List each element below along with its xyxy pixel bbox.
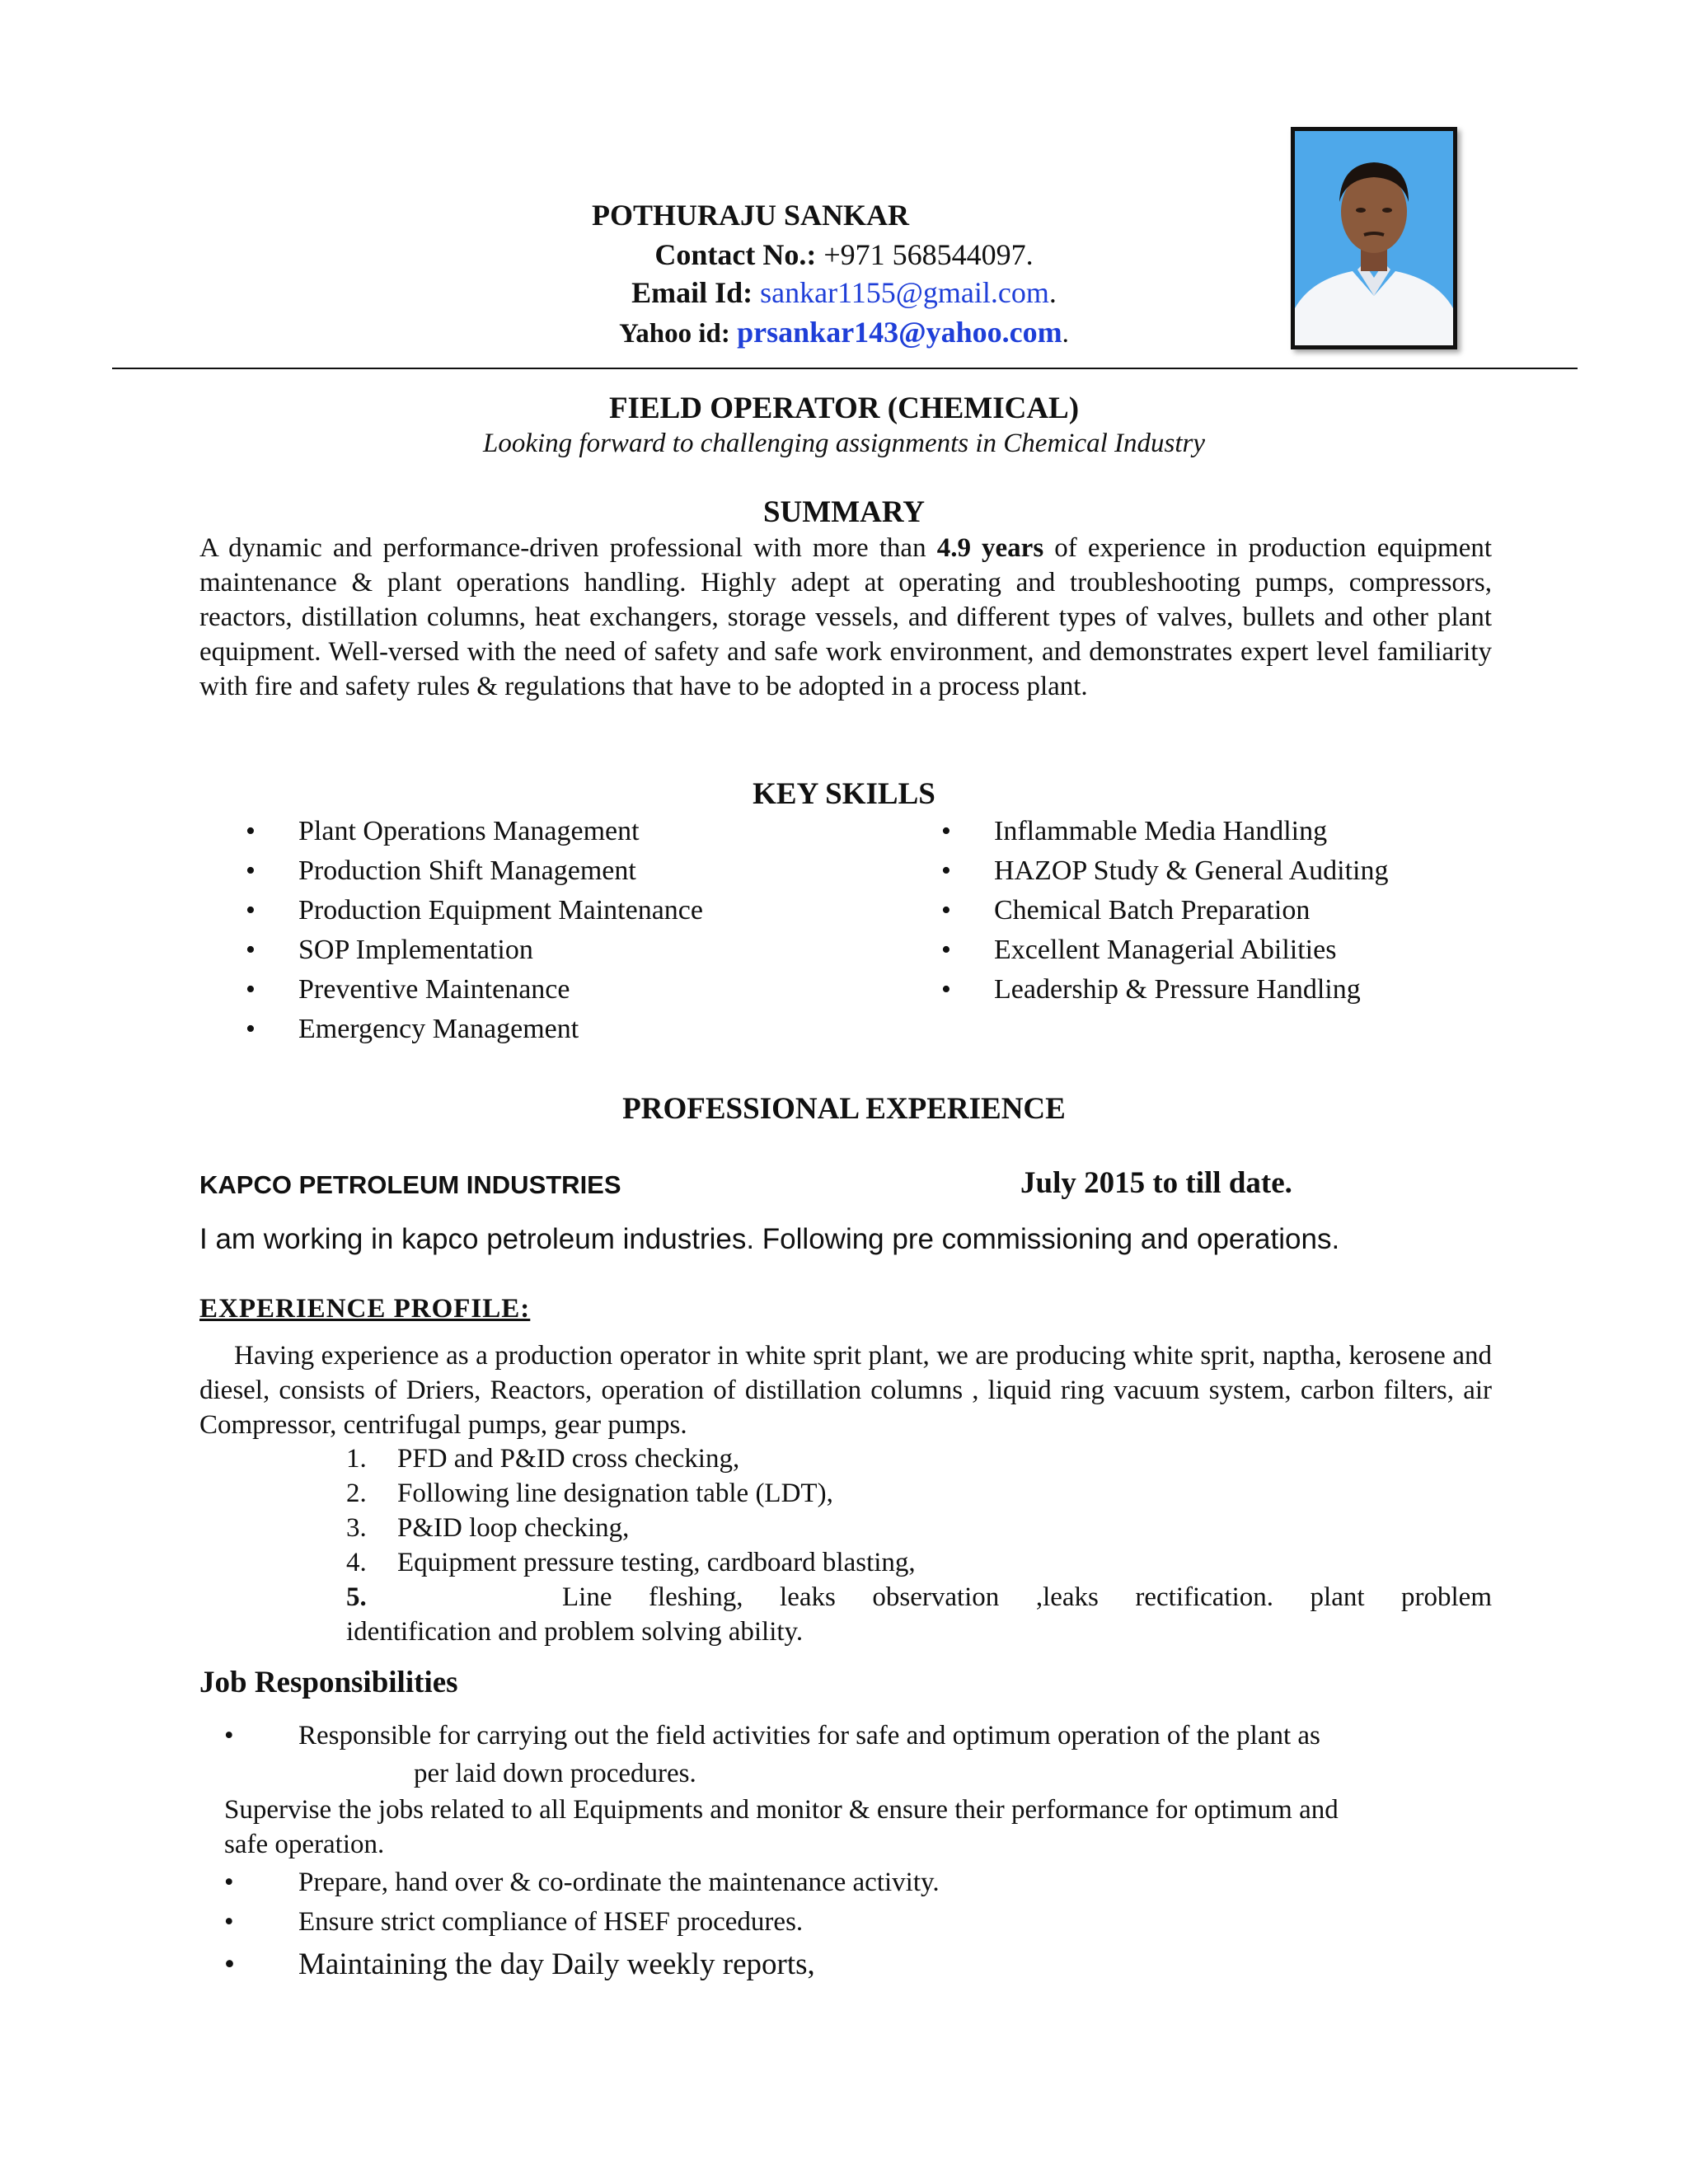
bullet-icon: • — [941, 974, 951, 1005]
bullet-icon: • — [224, 1721, 234, 1750]
contact-label: Contact No.: — [654, 238, 817, 271]
skills-heading: KEY SKILLS — [753, 777, 935, 811]
supervise-line-1: Supervise the jobs related to all Equipments and monitor & ensure their performance for optimum and — [224, 1795, 1339, 1825]
bullet-icon: • — [941, 855, 951, 886]
skill-right-1: • HAZOP Study & General Auditing — [941, 855, 1389, 886]
supervise-line-2: safe operation. — [224, 1830, 385, 1859]
skill-left-2: • Production Equipment Maintenance — [246, 895, 703, 926]
candidate-name: POTHURAJU SANKAR — [592, 199, 910, 232]
skill-left-0: • Plant Operations Management — [246, 816, 640, 846]
yahoo-end: . — [1062, 319, 1069, 349]
position-tagline: Looking forward to challenging assignments in Chemical Industry — [483, 429, 1205, 458]
summary-text-start: A dynamic and performance-driven professional with more than — [199, 533, 937, 563]
bullet-icon: • — [246, 1014, 256, 1044]
skill-right-2: • Chemical Batch Preparation — [941, 895, 1311, 926]
summary-text-end: of experience in production equipment maintenance & plant operations handling. Highly adept at operating and troubleshooting pumps, compressors, reactors, distillation columns, heat exchangers, storage vessels, and different types of valves, bullets and other plant equipment. Well-versed with the need of safety and safe work environment, and demonstrates expert level familiarity with fire and safety rules & regulations that have to be adopted in a process plant. — [199, 533, 1493, 701]
skill-right-4: • Leadership & Pressure Handling — [941, 974, 1361, 1005]
summary-heading: SUMMARY — [762, 495, 925, 529]
experience-profile-heading: EXPERIENCE PROFILE: — [199, 1294, 531, 1324]
portrait-illustration — [1295, 131, 1453, 345]
bullet-icon: • — [246, 974, 256, 1005]
email-label: Email Id: — [631, 276, 753, 309]
yahoo-link[interactable]: prsankar143@yahoo.com — [737, 316, 1062, 349]
email-end: . — [1048, 276, 1057, 309]
bullet-icon: • — [941, 895, 951, 926]
bullet-icon: • — [224, 1868, 234, 1897]
skill-left-5: • Emergency Management — [246, 1014, 579, 1044]
header-divider — [112, 368, 1578, 369]
skill-left-1: • Production Shift Management — [246, 855, 636, 886]
bullet-icon: • — [941, 816, 951, 846]
summary-text — [199, 531, 1492, 704]
bullet-icon: • — [246, 895, 256, 926]
skill-left-4: • Preventive Maintenance — [246, 974, 570, 1005]
experience-item-5-continued: identification and problem solving ability. — [346, 1617, 804, 1647]
responsibility-1: • Responsible for carrying out the field activities for safe and optimum operation of the plant as — [224, 1721, 1320, 1750]
bullet-icon: • — [224, 1947, 235, 1981]
experience-heading: PROFESSIONAL EXPERIENCE — [622, 1092, 1066, 1126]
bullet-icon: • — [246, 855, 256, 886]
contact-number: +971 568544097. — [816, 238, 1034, 271]
experience-profile-text: Having experience as a production operator in white sprit plant, we are producing white sprit, naptha, kerosene and diesel, consists of Driers, Reactors, operation of distillation columns , liquid ring vacuum system, carbon filters, air Compressor, centrifugal pumps, gear pumps. — [199, 1341, 1492, 1440]
experience-item-5-text: Line fleshing, leaks observation ,leaks rectification. plant problem — [562, 1582, 1492, 1612]
position-title: FIELD OPERATOR (CHEMICAL) — [608, 391, 1080, 425]
job-responsibilities-heading: Job Responsibilities — [199, 1666, 458, 1699]
responsibility-2: • Prepare, hand over & co-ordinate the maintenance activity. — [224, 1868, 940, 1897]
employment-period: July 2015 to till date. — [1020, 1166, 1292, 1200]
bullet-icon: • — [224, 1907, 234, 1937]
email-link[interactable]: sankar1155@gmail.com — [760, 276, 1049, 309]
bullet-icon: • — [246, 816, 256, 846]
profile-photo — [1291, 127, 1457, 349]
responsibility-3: • Ensure strict compliance of HSEF procedures. — [224, 1907, 804, 1937]
summary-highlight: 4.9 years — [936, 533, 1044, 563]
skill-right-0: • Inflammable Media Handling — [941, 816, 1328, 846]
skill-right-3: • Excellent Managerial Abilities — [941, 935, 1337, 965]
responsibility-1-continued: per laid down procedures. — [414, 1759, 696, 1788]
experience-item-5-number: 5. — [346, 1582, 367, 1612]
bullet-icon: • — [246, 935, 256, 965]
bullet-icon: • — [941, 935, 951, 965]
yahoo-label: Yahoo id: — [619, 319, 730, 349]
skill-left-3: • SOP Implementation — [246, 935, 533, 965]
company-name: KAPCO PETROLEUM INDUSTRIES — [199, 1170, 621, 1199]
working-statement: I am working in kapco petroleum industries. Following pre commissioning and operations. — [199, 1223, 1340, 1255]
responsibility-4: • Maintaining the day Daily weekly reports, — [224, 1947, 815, 1981]
